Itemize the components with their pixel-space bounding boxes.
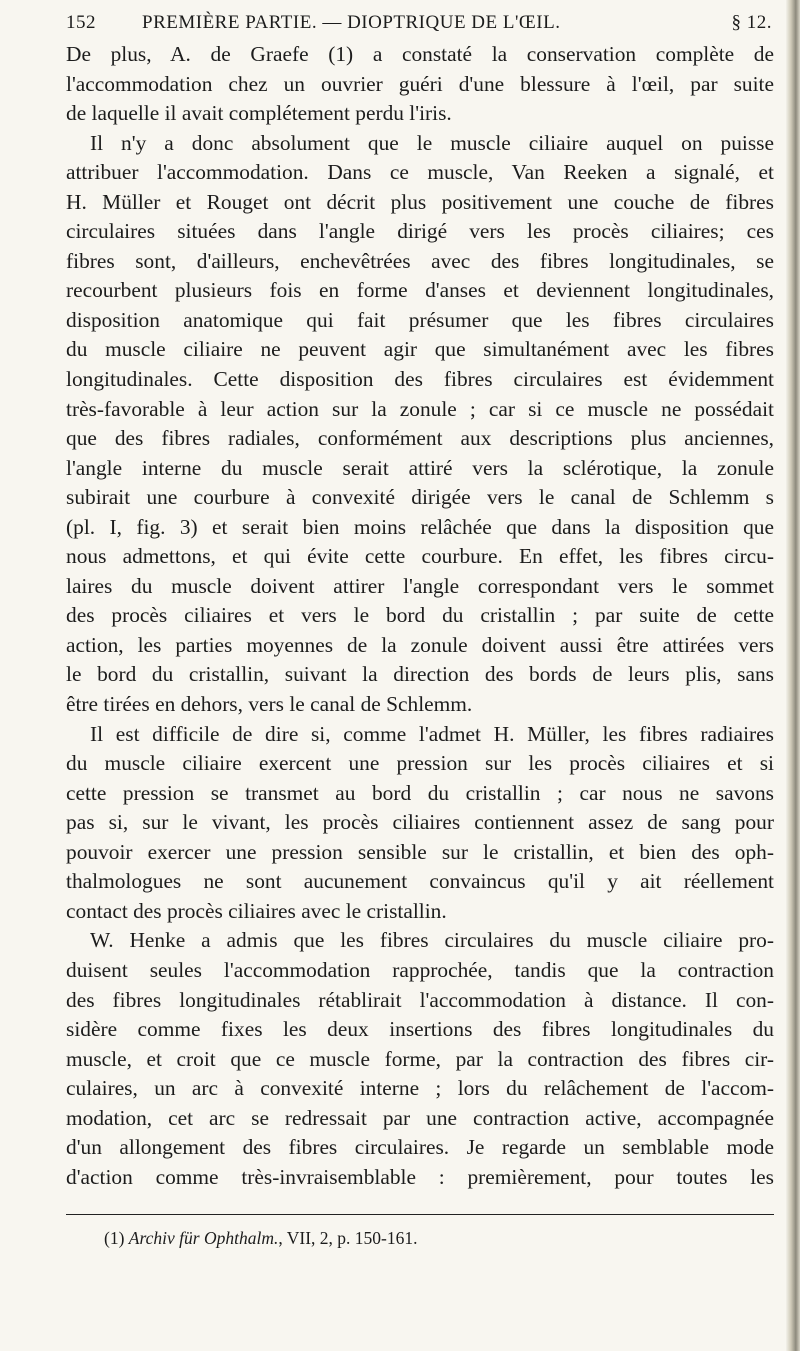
text-line: le bord du cristallin, suivant la direction des bords de leurs plis, sans bbox=[66, 662, 774, 687]
text-line: disposition anatomique qui fait présumer que les fibres circulaires bbox=[66, 307, 774, 332]
text-line: duisent seules l'accommodation rapprochée, tandis que la contraction bbox=[66, 957, 774, 982]
text-line: thalmologues ne sont aucunement convaincus qu'il y ait réellement bbox=[66, 869, 774, 894]
text-line: Il est difficile de dire si, comme l'admet H. Müller, les fibres radiaires bbox=[90, 721, 774, 746]
text-line: pouvoir exercer une pression sensible sur le cristallin, et bien des oph- bbox=[66, 839, 774, 864]
text-line: très-favorable à leur action sur la zonule ; car si ce muscle ne possédait bbox=[66, 396, 774, 421]
page-edge-shadow bbox=[786, 0, 800, 1351]
text-line: attribuer l'accommodation. Dans ce muscle, Van Reeken a signalé, et bbox=[66, 160, 774, 185]
text-line: Il n'y a donc absolument que le muscle ciliaire auquel on puisse bbox=[90, 130, 774, 155]
text-line: recourbent plusieurs fois en forme d'anses et deviennent longitudinales, bbox=[66, 278, 774, 303]
text-line: De plus, A. de Graefe (1) a constaté la conservation complète de bbox=[66, 42, 774, 66]
body-text bbox=[66, 40, 774, 1192]
text-line: être tirées en dehors, vers le canal de Schlemm. bbox=[66, 692, 473, 717]
text-line: l'angle interne du muscle serait attiré vers la sclérotique, la zonule bbox=[66, 455, 774, 480]
text-line: d'un allongement des fibres circulaires. Je regarde un semblable mode bbox=[66, 1135, 774, 1160]
text-line: des procès ciliaires et vers le bord du cristallin ; par suite de cette bbox=[66, 603, 774, 628]
text-line: sidère comme fixes les deux insertions des fibres longitudinales du bbox=[66, 1017, 774, 1042]
text-line: contact des procès ciliaires avec le cristallin. bbox=[66, 898, 447, 923]
text-line: fibres sont, d'ailleurs, enchevêtrées avec des fibres longitudinales, se bbox=[66, 248, 774, 273]
text-line: du muscle ciliaire exercent une pression sur les procès ciliaires et si bbox=[66, 751, 774, 776]
text-line: que des fibres radiales, conformément aux descriptions plus anciennes, bbox=[66, 426, 774, 451]
footnote-reference: , VII, 2, p. 150-161. bbox=[278, 1228, 418, 1248]
text-line: action, les parties moyennes de la zonule doivent aussi être attirées vers bbox=[66, 632, 774, 657]
text-line: du muscle ciliaire ne peuvent agir que simultanément avec les fibres bbox=[66, 337, 774, 362]
text-line: modation, cet arc se redressait par une contraction active, accompagnée bbox=[66, 1105, 774, 1130]
text-line: W. Henke a admis que les fibres circulaires du muscle ciliaire pro- bbox=[90, 928, 774, 953]
text-line: nous admettons, et qui évite cette courbure. En effet, les fibres circu- bbox=[66, 544, 774, 569]
page-number: 152 bbox=[66, 12, 96, 33]
text-line: cette pression se transmet au bord du cristallin ; car nous ne savons bbox=[66, 780, 774, 805]
text-line: subirait une courbure à convexité dirigée vers le canal de Schlemm s bbox=[66, 485, 774, 510]
text-line: de laquelle il avait complétement perdu l'iris. bbox=[66, 101, 452, 126]
text-line: d'action comme très-invraisemblable : premièrement, pour toutes les bbox=[66, 1164, 774, 1189]
text-line: laires du muscle doivent attirer l'angle correspondant vers le sommet bbox=[66, 573, 774, 598]
footnote-marker: (1) bbox=[104, 1228, 129, 1248]
footnote-rule bbox=[66, 1214, 774, 1215]
running-head-title: PREMIÈRE PARTIE. — DIOPTRIQUE DE L'ŒIL. bbox=[142, 12, 561, 33]
section-number: § 12. bbox=[731, 12, 772, 33]
footnote bbox=[104, 1228, 418, 1249]
text-line: circulaires situées dans l'angle dirigé vers les procès ciliaires; ces bbox=[66, 219, 774, 244]
text-line: longitudinales. Cette disposition des fibres circulaires est évidemment bbox=[66, 367, 774, 392]
text-line: culaires, un arc à convexité interne ; lors du relâchement de l'accom- bbox=[66, 1076, 774, 1101]
text-line: pas si, sur le vivant, les procès ciliaires contiennent assez de sang pour bbox=[66, 810, 774, 835]
text-line: H. Müller et Rouget ont décrit plus positivement une couche de fibres bbox=[66, 189, 774, 214]
text-line: muscle, et croit que ce muscle forme, par la contraction des fibres cir- bbox=[66, 1046, 774, 1071]
footnote-journal: Archiv für Ophthalm. bbox=[128, 1228, 279, 1248]
text-line: des fibres longitudinales rétablirait l'accommodation à distance. Il con- bbox=[66, 987, 774, 1012]
text-line: (pl. I, fig. 3) et serait bien moins relâchée que dans la disposition que bbox=[66, 514, 774, 539]
text-line: l'accommodation chez un ouvrier guéri d'une blessure à l'œil, par suite bbox=[66, 71, 774, 96]
running-head bbox=[66, 8, 772, 38]
